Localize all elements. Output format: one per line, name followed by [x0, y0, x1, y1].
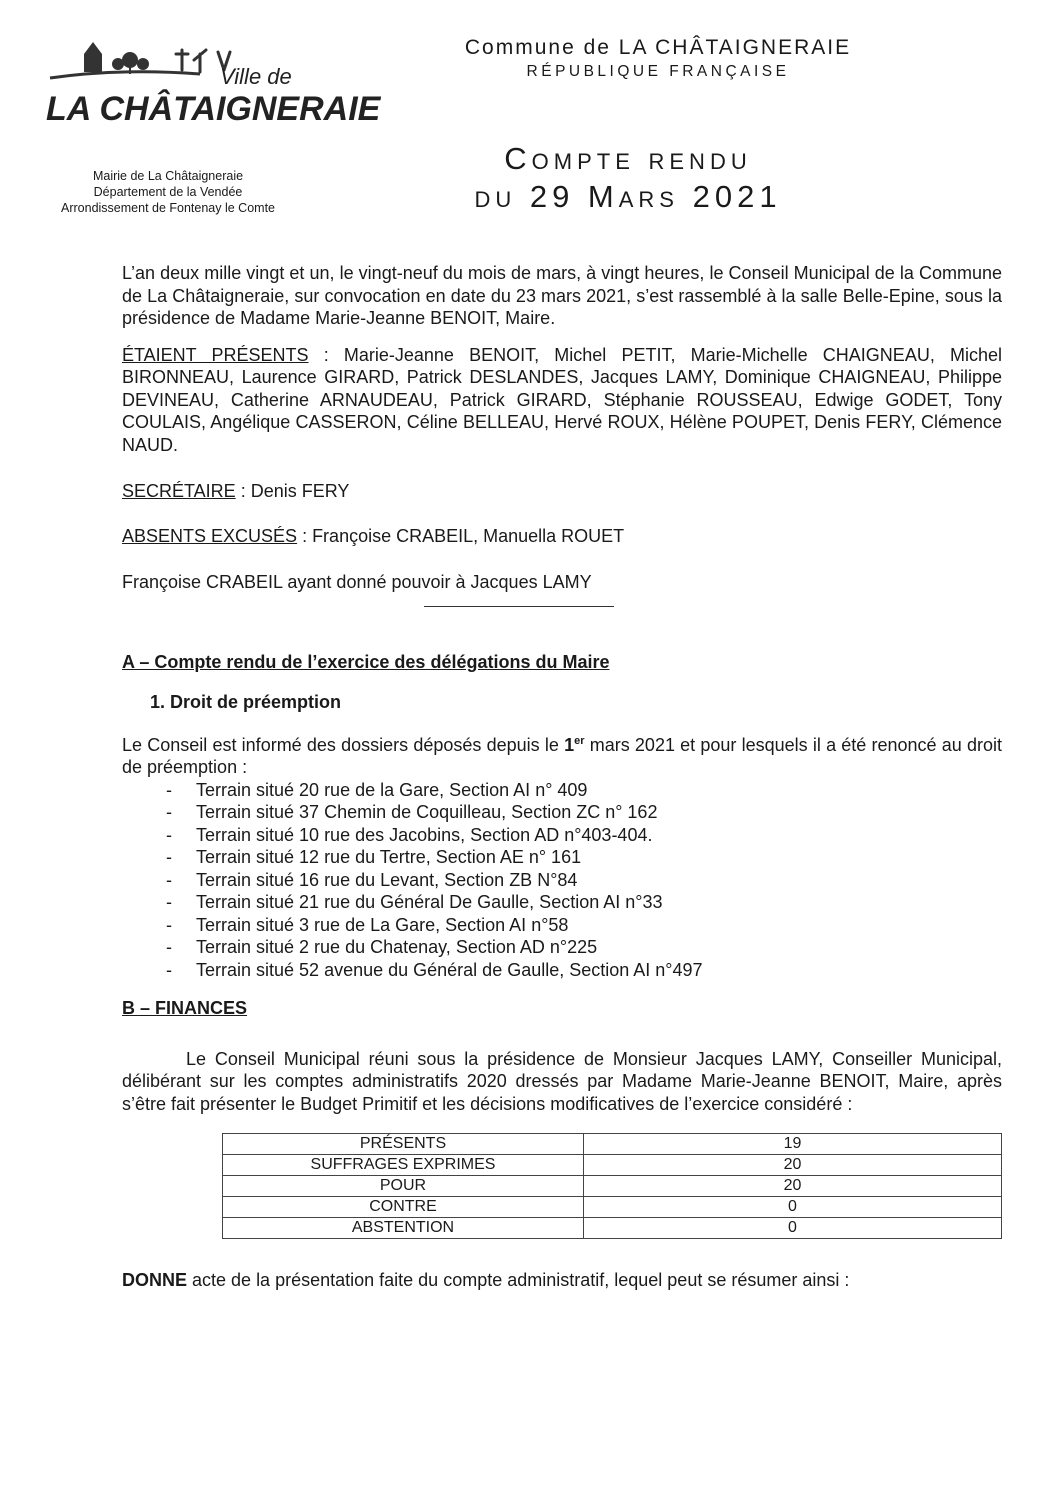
donne-keyword: DONNE [122, 1270, 188, 1290]
table-row [223, 1218, 1002, 1239]
preemption-intro [122, 730, 1002, 779]
vote-value: 0 [584, 1218, 1002, 1239]
logo-ville-de: Ville de [220, 64, 292, 89]
list-item: - Terrain situé 16 rue du Levant, Section ZB N°84 [196, 869, 1002, 892]
secretaire-name: : Denis FERY [235, 481, 350, 501]
absents-list: : Françoise CRABEIL, Manuella ROUET [297, 525, 625, 546]
section-b-heading: B – FINANCES [122, 998, 248, 1018]
list-item: - Terrain situé 12 rue du Tertre, Section AE n° 161 [196, 846, 1002, 869]
logo-name: LA CHÂTAIGNERAIE [46, 90, 381, 128]
list-item: - Terrain situé 20 rue de la Gare, Section AI n° 409 [196, 779, 1002, 802]
document-title [410, 140, 846, 216]
title-line-2: du 29 Mars 2021 [474, 179, 782, 214]
votes-table [222, 1133, 1002, 1239]
table-row [223, 1134, 1002, 1155]
presents-label: ÉTAIENT PRÉSENTS [122, 344, 309, 365]
vote-label: PRÉSENTS [223, 1134, 584, 1155]
list-item: - Terrain situé 37 Chemin de Coquilleau, Section ZC n° 162 [196, 801, 1002, 824]
table-row [223, 1197, 1002, 1218]
vote-value: 0 [584, 1197, 1002, 1218]
donne-paragraph [122, 1269, 1002, 1292]
list-item: - Terrain situé 21 rue du Général De Gaulle, Section AI n°33 [196, 891, 1002, 914]
list-item: - Terrain situé 10 rue des Jacobins, Section AD n°403-404. [196, 824, 1002, 847]
preemption-intro-day: 1 [564, 734, 575, 755]
preemption-intro-part-1: Le Conseil est informé des dossiers déposés depuis le [122, 734, 565, 755]
absents-paragraph [122, 525, 1002, 548]
separator-rule [424, 606, 614, 607]
vote-label: POUR [223, 1176, 584, 1197]
administrative-info [30, 168, 306, 216]
document-body [122, 262, 1002, 1292]
ville-logo [40, 40, 381, 130]
admin-line-departement: Département de la Vendée [93, 185, 243, 199]
finances-paragraph: Le Conseil Municipal réuni sous la présidence de Monsieur Jacques LAMY, Conseiller Municipal, délibérant sur les comptes administratifs 2020 dressés par Madame Marie-Jeanne BENOIT, Maire, après s’être fait présenter le Budget Primitif et les décisions modificatives de l’exercice considéré : [122, 1048, 1002, 1114]
donne-text: acte de la présentation faite du compte administratif, lequel peut se résumer ainsi : [187, 1270, 850, 1290]
vote-label: CONTRE [223, 1197, 584, 1218]
list-item: - Terrain situé 52 avenue du Général de Gaulle, Section AI n°497 [196, 959, 1002, 982]
presents-paragraph [122, 344, 1002, 457]
preemption-intro-sup: er [574, 734, 585, 747]
list-item: - Terrain situé 2 rue du Chatenay, Section AD n°225 [196, 936, 1002, 959]
secretaire-label: SECRÉTAIRE [122, 481, 236, 501]
admin-line-arrondissement: Arrondissement de Fontenay le Comte [61, 201, 275, 215]
table-row [223, 1155, 1002, 1176]
vote-label: ABSTENTION [223, 1218, 584, 1239]
vote-value: 20 [584, 1176, 1002, 1197]
absents-label: ABSENTS EXCUSÉS [122, 525, 298, 546]
pouvoir-paragraph: Françoise CRABEIL ayant donné pouvoir à Jacques LAMY [122, 572, 592, 592]
vote-label: SUFFRAGES EXPRIMES [223, 1155, 584, 1176]
section-a-subheading: 1. Droit de préemption [150, 692, 342, 712]
commune-name: Commune de LA CHÂTAIGNERAIE [464, 36, 852, 59]
village-skyline-icon [40, 40, 381, 130]
list-item: - Terrain situé 3 rue de La Gare, Section AI n°58 [196, 914, 1002, 937]
intro-paragraph: L’an deux mille vingt et un, le vingt-neuf du mois de mars, à vingt heures, le Conseil Municipal de la Commune de La Châtaigneraie, sur convocation en date du 23 mars 2021, s’est rassemblé à la salle Belle-Epine, sous la présidence de Madame Marie-Jeanne BENOIT, Maire. [122, 263, 1002, 328]
commune-header [400, 36, 916, 81]
preemption-intro-part-2: mars 2021 et pour lesquels il a été renoncé au droit de préemption : [122, 734, 1003, 777]
title-line-1: Compte rendu [504, 141, 752, 176]
republique-label: RÉPUBLIQUE FRANÇAISE [526, 63, 790, 80]
section-a-heading: A – Compte rendu de l’exercice des délégations du Maire [122, 651, 610, 672]
vote-value: 19 [584, 1134, 1002, 1155]
presents-list: : Marie-Jeanne BENOIT, Michel PETIT, Marie-Michelle CHAIGNEAU, Michel BIRONNEAU, Laurence GIRARD, Patrick DESLANDES, Jacques LAMY, Dominique CHAIGNEAU, Philippe DEVINEAU, Catherine ARNAUDEAU, Patrick GIRARD, Stéphanie ROUSSEAU, Edwige GODET, Tony COULAIS, Angélique CASSERON, Céline BELLEAU, Hervé ROUX, Hélène POUPET, Denis FERY, Clémence NAUD. [122, 344, 1002, 455]
table-row [223, 1176, 1002, 1197]
secretaire-paragraph [122, 480, 1002, 503]
admin-line-mairie: Mairie de La Châtaigneraie [92, 169, 244, 183]
preemption-list [122, 779, 1002, 982]
vote-value: 20 [584, 1155, 1002, 1176]
